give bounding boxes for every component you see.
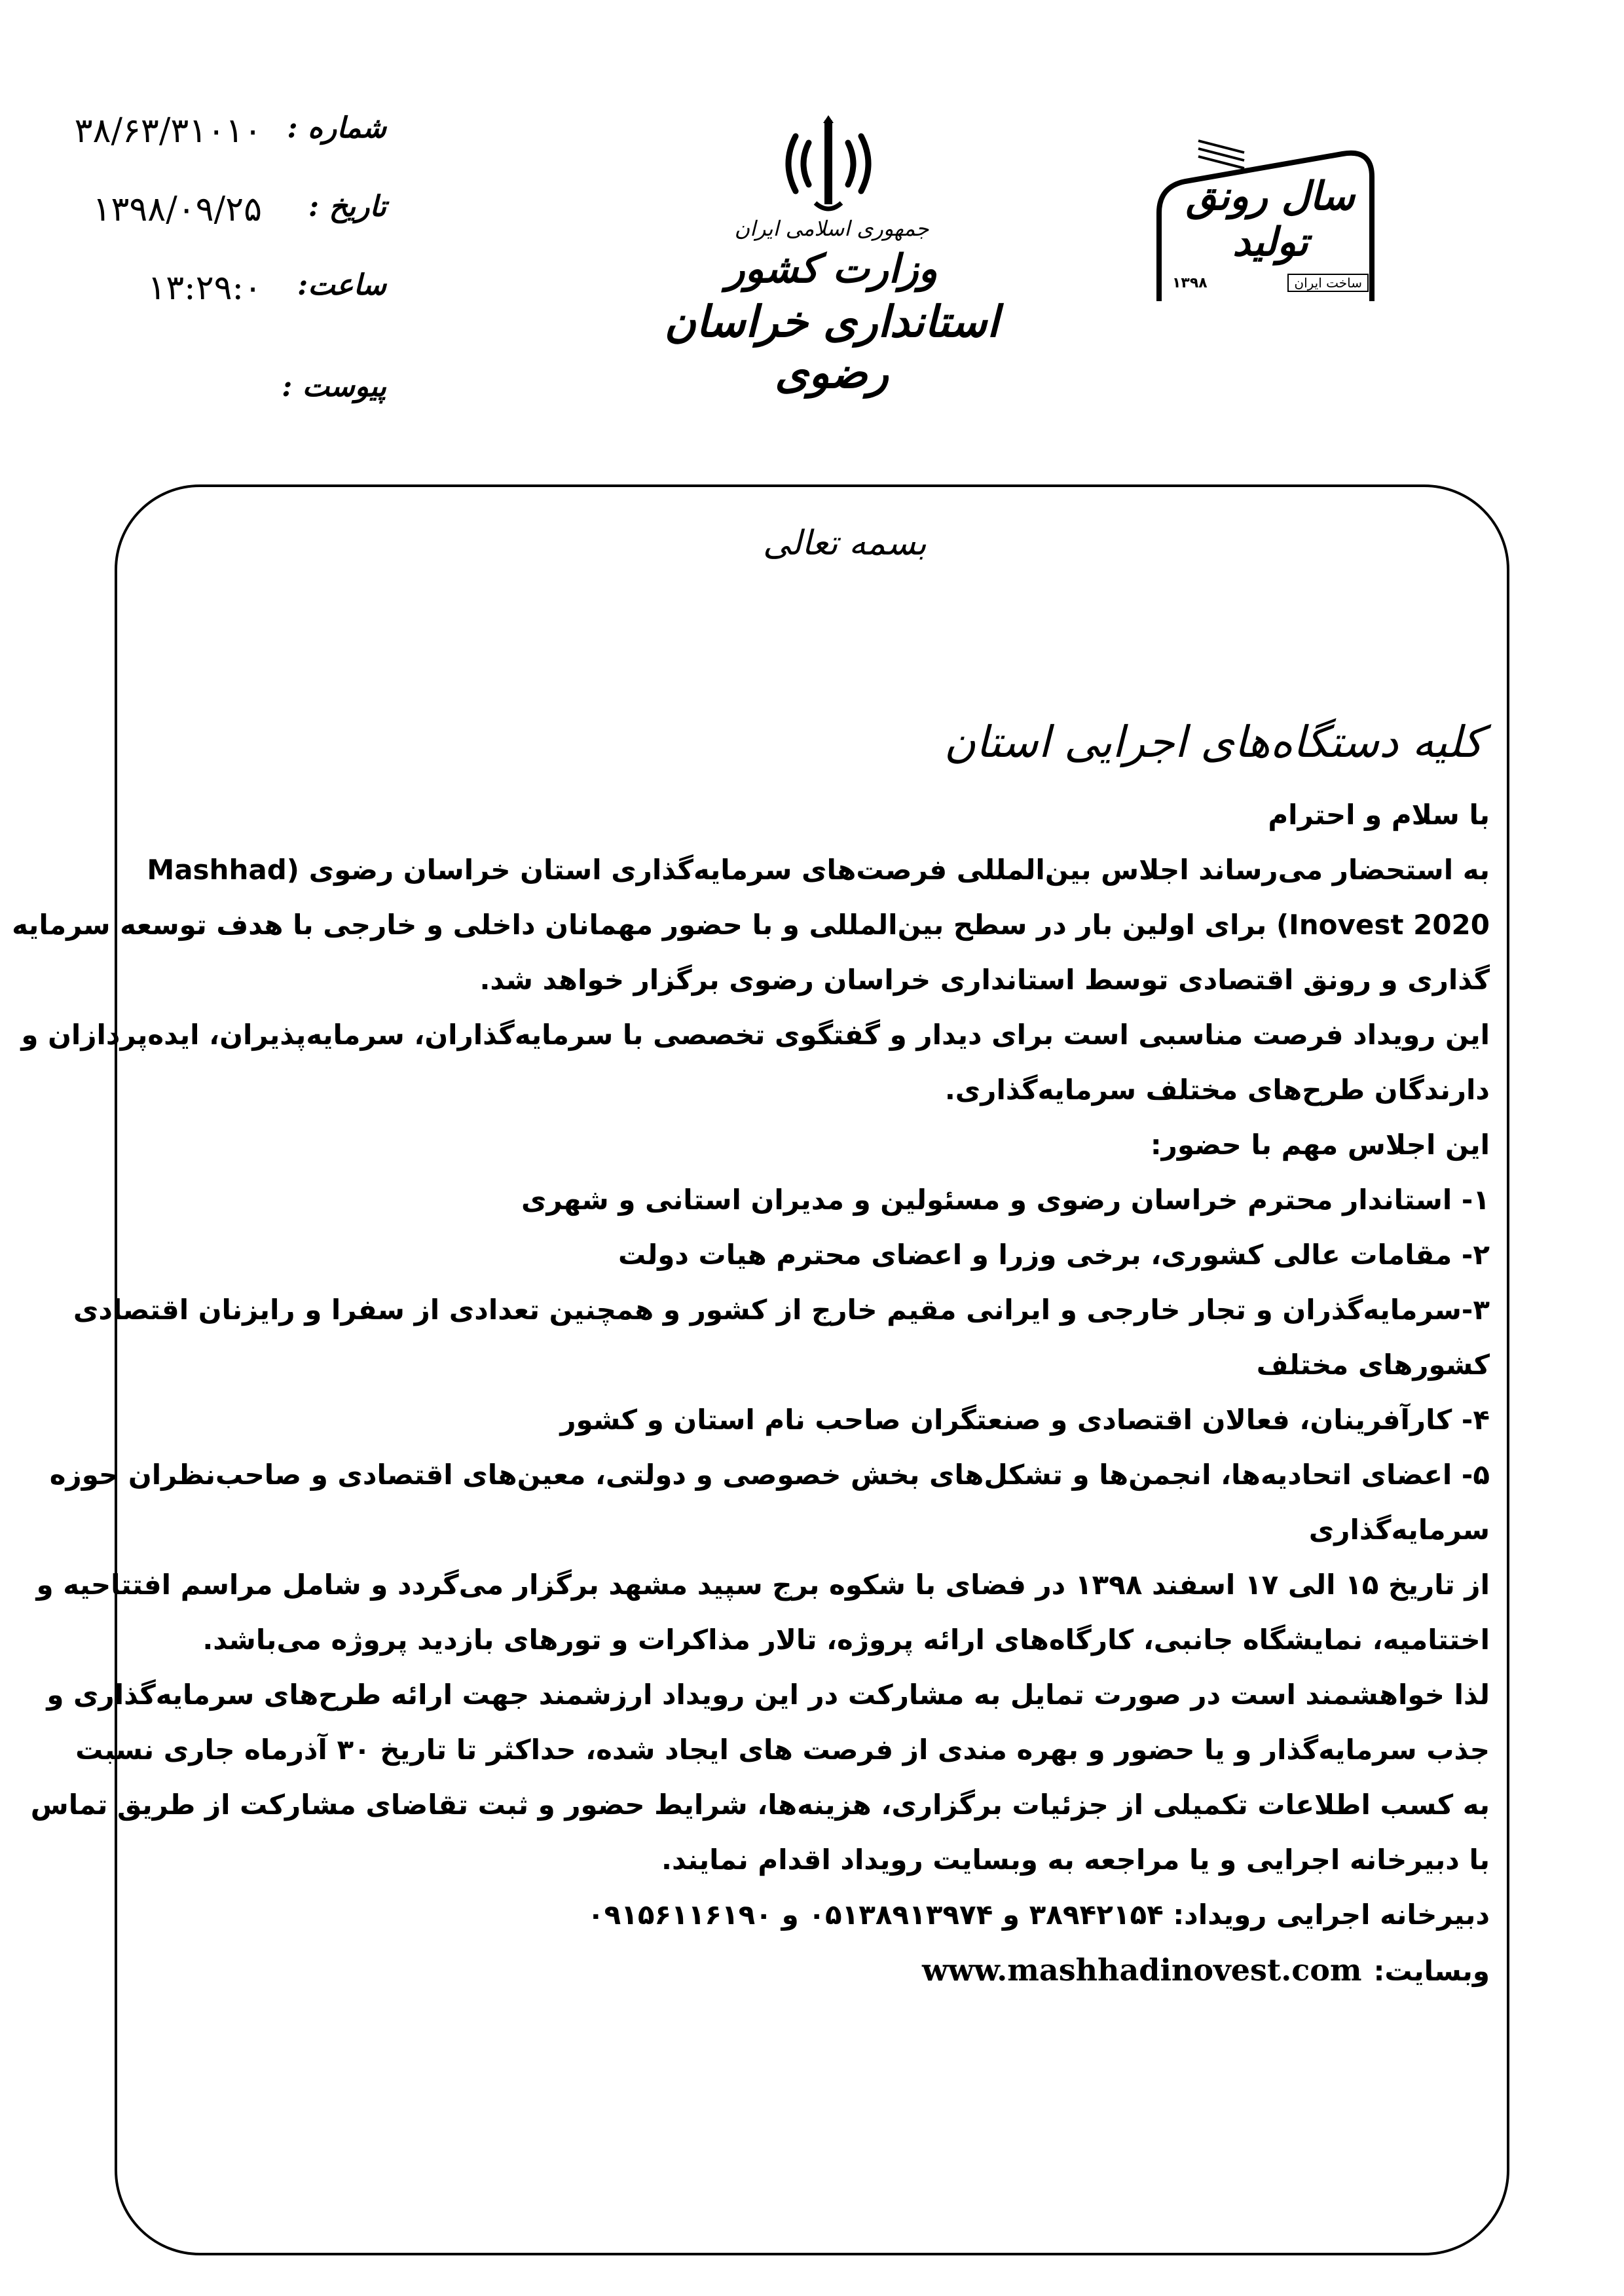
body-line: دارندگان طرح‌های مختلف سرمایه‌گذاری. <box>944 1074 1490 1106</box>
website-link[interactable]: www.mashhadinovest.com <box>922 1952 1362 1988</box>
basmala-heading: بسمه تعالی <box>763 524 927 563</box>
list-item: ۲- مقامات عالی کشوری، برخی وزرا و اعضای محترم هیات دولت <box>618 1239 1490 1271</box>
body-line: اختتامیه، نمایشگاه جانبی، کارگاه‌های ارائه پروژه، تالار مذاکرات و تورهای بازدید پروژه می‌باشد. <box>202 1624 1490 1656</box>
list-item-continuation: کشورهای مختلف <box>1256 1349 1490 1381</box>
letter-date-value: ۱۳۹۸/۰۹/۲۵ <box>92 190 262 229</box>
letter-body <box>12 788 1490 1997</box>
letter-attachment-row <box>46 370 386 422</box>
year-slogan-footer <box>1172 274 1369 292</box>
letter-attachment-label: پیوست : <box>282 370 386 403</box>
recipient-line: کلیه دستگاه‌های اجرایی استان <box>944 717 1483 767</box>
body-line: جذب سرمایه‌گذار و یا حضور و بهره مندی از فرصت های ایجاد شده، حداکثر تا تاریخ ۳۰ آذرماه جاری نسبت <box>75 1734 1490 1766</box>
letter-time-row <box>46 268 386 321</box>
list-item: ۳-سرمایه‌گذران و تجار خارجی و ایرانی مقیم خارج از کشور و همچنین تعدادی از سفرا و رایزنان اقتصادی <box>73 1294 1490 1326</box>
year-slogan-title: سال رونق تولید <box>1186 173 1355 265</box>
body-line: به کسب اطلاعات تکمیلی از جزئیات برگزاری، هزینه‌ها، شرایط حضور و ثبت تقاضای مشارکت از طریق تماس <box>30 1789 1490 1821</box>
body-line: این رویداد فرصت مناسبی است برای دیدار و گفتگوی تخصصی با سرمایه‌گذاران، سرمایه‌پذیران، ایده‌پردازان و <box>21 1019 1490 1051</box>
letter-date-row <box>46 190 386 242</box>
body-line: Inovest 2020) برای اولین بار در سطح بین‌المللی و با حضور مهمانان داخلی و خارجی با هدف توسعه سرمایه <box>12 909 1490 941</box>
year-slogan-year: ۱۳۹۸ <box>1172 274 1208 291</box>
ministry-of-interior-label: وزارت کشور <box>726 246 938 292</box>
letter-date-label: تاریخ : <box>308 190 386 223</box>
governorate-label: استانداری خراسان رضوی <box>664 296 999 398</box>
body-line: این اجلاس مهم با حضور: <box>1150 1129 1490 1161</box>
letter-number-value: ۳۸/۶۳/۳۱۰۱۰ <box>74 111 262 151</box>
body-line: از تاریخ ۱۵ الی ۱۷ اسفند ۱۳۹۸ در فضای با شکوه برج سپید مشهد برگزار می‌گردد و شامل مراسم افتتاحیه و <box>36 1569 1490 1601</box>
iran-emblem-icon <box>776 111 881 216</box>
body-line: با دبیرخانه اجرایی و یا مراجعه به وبسایت رویداد اقدام نمایند. <box>661 1844 1490 1876</box>
greeting-line: با سلام و احترام <box>1268 799 1490 831</box>
list-item: ۴- کارآفرینان، فعالان اقتصادی و صنعتگران صاحب نام استان و کشور <box>560 1404 1490 1436</box>
letter-number-label: شماره : <box>287 111 386 145</box>
list-item: ۵- اعضای اتحادیه‌ها، انجمن‌ها و تشکل‌های بخش خصوصی و دولتی، معین‌های اقتصادی و صاحب‌نظران حوزه <box>49 1459 1490 1491</box>
letter-number-row <box>46 111 386 164</box>
letter-time-label: ساعت: <box>297 268 386 302</box>
list-item-continuation: سرمایه‌گذاری <box>1308 1514 1490 1546</box>
islamic-republic-of-iran-label: جمهوری اسلامی ایران <box>734 216 929 241</box>
letter-time-value: ۱۳:۲۹:۰ <box>147 268 262 308</box>
list-item: ۱- استاندار محترم خراسان رضوی و مسئولین و مدیران استانی و شهری <box>521 1184 1490 1216</box>
body-line: گذاری و رونق اقتصادی توسط استانداری خراسان رضوی برگزار خواهد شد. <box>479 964 1490 996</box>
website-label: وبسایت: <box>1373 1955 1490 1987</box>
website-line <box>177 1942 1490 1997</box>
body-line: لذا خواهشمند است در صورت تمایل به مشارکت در این رویداد ارزشمند جهت ارائه طرح‌های سرمایه‌گذاری و <box>46 1679 1490 1711</box>
body-line: به استحضار می‌رساند اجلاس بین‌المللی فرصت‌های سرمایه‌گذاری استان خراسان رضوی (Mashhad <box>147 854 1490 886</box>
made-in-iran-badge: ساخت ایران <box>1287 274 1369 292</box>
secretariat-phones-line: دبیرخانه اجرایی رویداد: ۳۸۹۴۲۱۵۴ و ۰۵۱۳۸۹۱۳۹۷۴ و ۰۹۱۵۶۱۱۶۱۹۰ <box>587 1899 1490 1931</box>
ministry-title-block <box>655 216 1008 398</box>
